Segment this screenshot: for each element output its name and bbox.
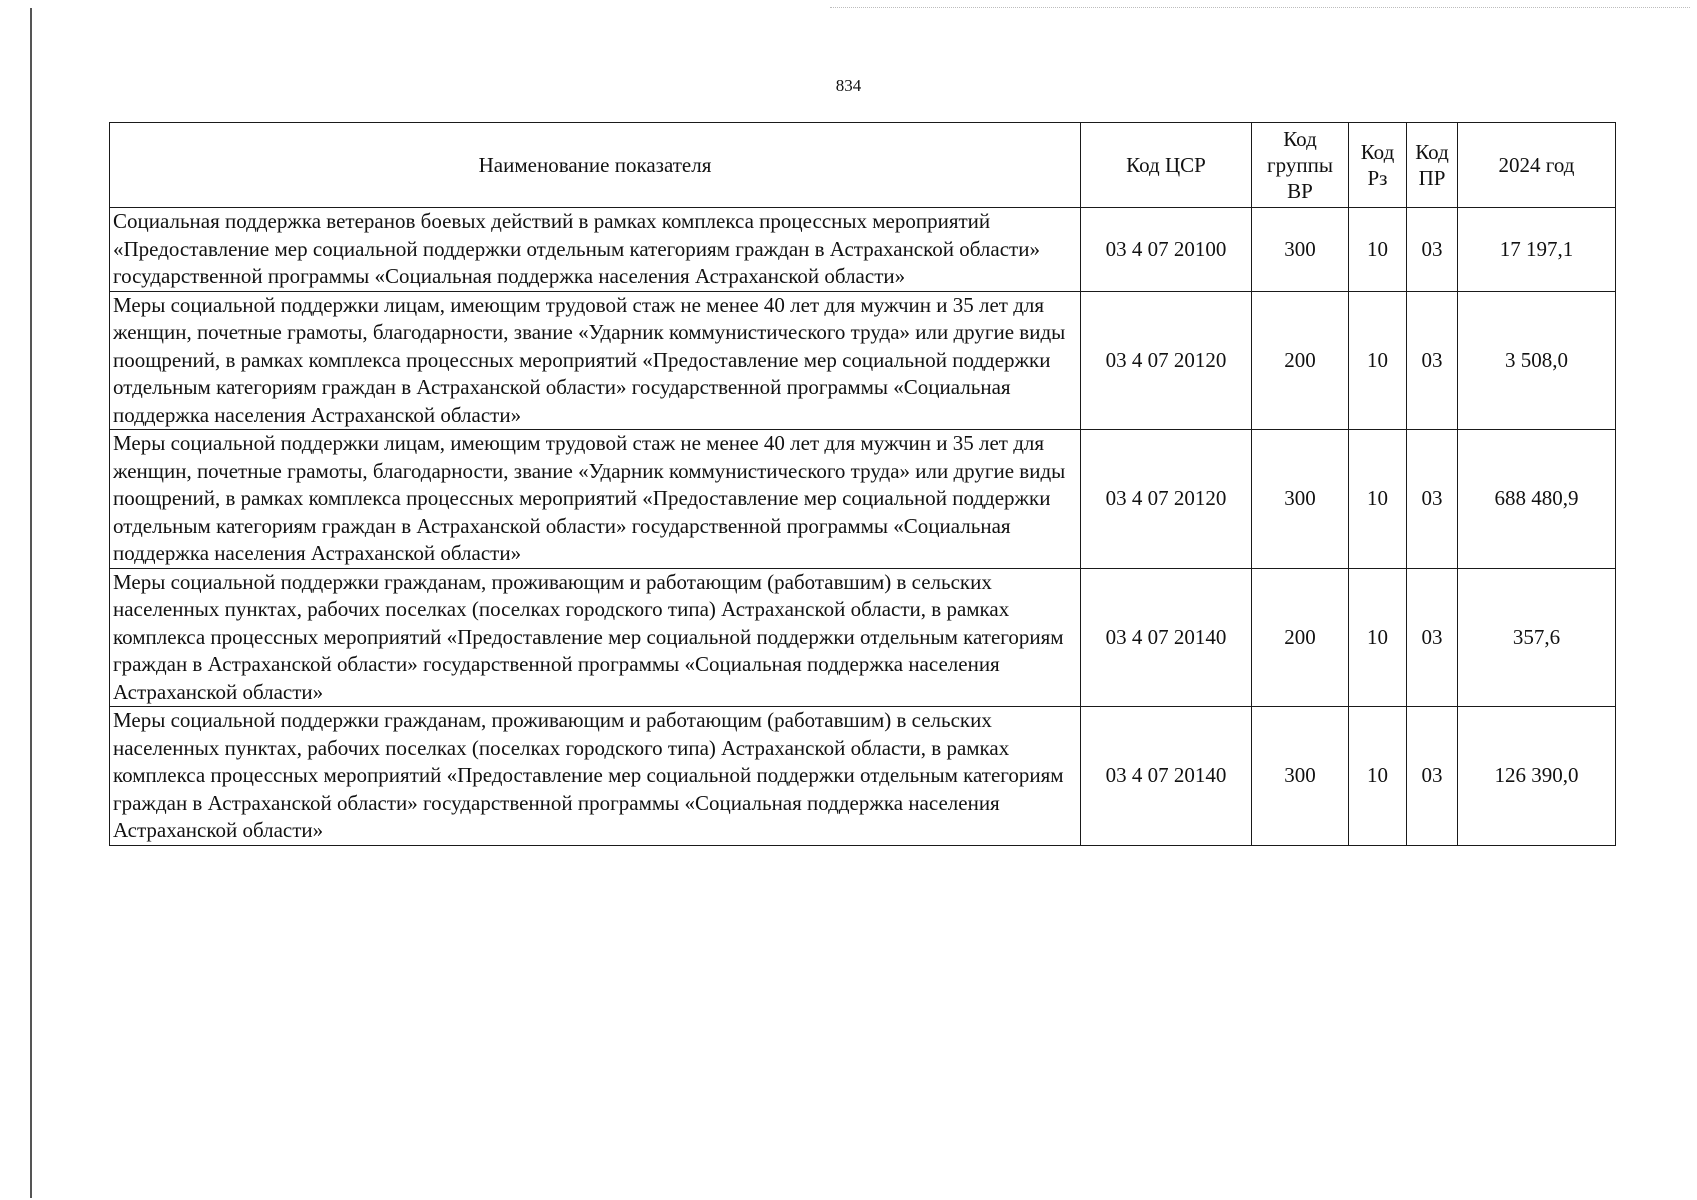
scan-top-artifact [830, 7, 1690, 8]
amount-2024: 17 197,1 [1458, 208, 1616, 292]
page-number: 834 [835, 76, 862, 95]
rz-code: 10 [1349, 430, 1407, 569]
csr-code: 03 4 07 20120 [1081, 430, 1252, 569]
pr-code: 03 [1407, 430, 1458, 569]
indicator-name: Социальная поддержка ветеранов боевых действий в рамках комплекса процессных мероприятий «Предоставление мер социальной поддержки отдельным категориям граждан в Астраханской области» государственной программы «Социальная поддержка населения Астраханской области» [110, 208, 1081, 292]
table-row [110, 430, 1616, 569]
scan-edge-line [30, 8, 32, 1198]
vr-group-code: 300 [1252, 707, 1349, 846]
vr-group-code: 300 [1252, 430, 1349, 569]
indicator-name: Меры социальной поддержки лицам, имеющим трудовой стаж не менее 40 лет для мужчин и 35 лет для женщин, почетные грамоты, благодарности, звание «Ударник коммунистического труда» или другие виды поощрений, в рамках комплекса процессных мероприятий «Предоставление мер социальной поддержки отдельным категориям граждан в Астраханской области» государственной программы «Социальная поддержка населения Астраханской области» [110, 430, 1081, 569]
table-body [110, 208, 1616, 846]
indicator-name: Меры социальной поддержки лицам, имеющим трудовой стаж не менее 40 лет для мужчин и 35 лет для женщин, почетные грамоты, благодарности, звание «Ударник коммунистического труда» или другие виды поощрений, в рамках комплекса процессных мероприятий «Предоставление мер социальной поддержки отдельным категориям граждан в Астраханской области» государственной программы «Социальная поддержка населения Астраханской области» [110, 291, 1081, 430]
csr-code: 03 4 07 20140 [1081, 707, 1252, 846]
header-pr-code: Код ПР [1407, 123, 1458, 208]
rz-code: 10 [1349, 208, 1407, 292]
vr-group-code: 200 [1252, 568, 1349, 707]
amount-2024: 688 480,9 [1458, 430, 1616, 569]
rz-code: 10 [1349, 707, 1407, 846]
table-row [110, 208, 1616, 292]
table-header [110, 123, 1616, 208]
amount-2024: 3 508,0 [1458, 291, 1616, 430]
budget-table [109, 122, 1616, 846]
indicator-name: Меры социальной поддержки гражданам, проживающим и работающим (работавшим) в сельских населенных пунктах, рабочих поселках (поселках городского типа) Астраханской области, в рамках комплекса процессных мероприятий «Предоставление мер социальной поддержки отдельным категориям граждан в Астраханской области» государственной программы «Социальная поддержка населения Астраханской области» [110, 568, 1081, 707]
header-year-2024: 2024 год [1458, 123, 1616, 208]
rz-code: 10 [1349, 291, 1407, 430]
vr-group-code: 300 [1252, 208, 1349, 292]
header-csr-code: Код ЦСР [1081, 123, 1252, 208]
vr-group-code: 200 [1252, 291, 1349, 430]
pr-code: 03 [1407, 568, 1458, 707]
pr-code: 03 [1407, 707, 1458, 846]
csr-code: 03 4 07 20120 [1081, 291, 1252, 430]
rz-code: 10 [1349, 568, 1407, 707]
amount-2024: 126 390,0 [1458, 707, 1616, 846]
header-vr-group-code: Код группы ВР [1252, 123, 1349, 208]
amount-2024: 357,6 [1458, 568, 1616, 707]
pr-code: 03 [1407, 291, 1458, 430]
table-row [110, 707, 1616, 846]
header-rz-code: Код Рз [1349, 123, 1407, 208]
header-name: Наименование показателя [110, 123, 1081, 208]
header-row [110, 123, 1616, 208]
pr-code: 03 [1407, 208, 1458, 292]
table-row [110, 291, 1616, 430]
csr-code: 03 4 07 20100 [1081, 208, 1252, 292]
indicator-name: Меры социальной поддержки гражданам, проживающим и работающим (работавшим) в сельских населенных пунктах, рабочих поселках (поселках городского типа) Астраханской области, в рамках комплекса процессных мероприятий «Предоставление мер социальной поддержки отдельным категориям граждан в Астраханской области» государственной программы «Социальная поддержка населения Астраханской области» [110, 707, 1081, 846]
csr-code: 03 4 07 20140 [1081, 568, 1252, 707]
table-row [110, 568, 1616, 707]
